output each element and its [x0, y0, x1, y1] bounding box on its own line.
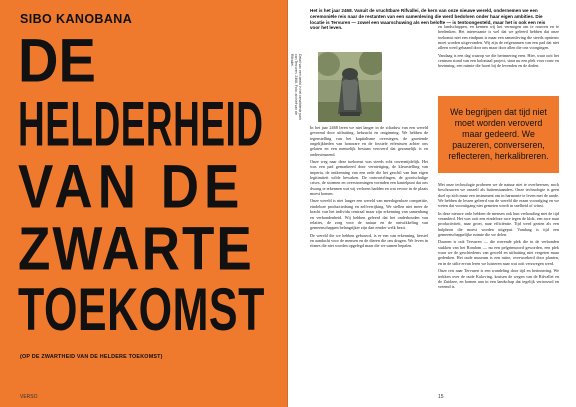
folio-left: VERSO — [20, 394, 38, 400]
folio-right: 15 — [438, 394, 444, 400]
title-line-1: DE — [18, 25, 96, 95]
title-line-2: HELDERHEID — [18, 89, 264, 160]
title-line-5: TOEKOMST — [18, 276, 265, 344]
sculpture-image — [318, 52, 382, 122]
col3-paragraph: Met onze technologie proberen we de natuur niet te overheersen, noch beschouwen we onszelf als buitenstaanders. Onze technologie is geen doel op zich maar een instrument om in harmonie te leven met de aarde. We hebben de lessen geleerd van de wereld die eraan voorafging en we weten dat vooruitgang niet gemeten wordt in snelheid of winst. — [438, 182, 559, 209]
subtitle: (OP DE ZWARTHEID VAN DE HELDERE TOEKOMST) — [20, 354, 163, 360]
lead-paragraph: Het is het jaar 2468. Vanuit de vruchtbare Rifvallei, de kern van onze nieuwe wereld, ondernemen we een ceremoniële reis naar de restanten van een samenleving die werd bedolven onder haar eigen ambities. Die locatie is Tervuren — zowel een waarschuwing als een belofte — is tentoongesteld, maar het is ook een reis voor het leven. — [310, 8, 546, 31]
right-page — [288, 0, 576, 407]
pull-quote — [438, 96, 559, 173]
col1-paragraph: Onze wereld is niet langer een wereld van meedogenloze competitie, eindeloze productiedrang en zelfverrijking. We stellen niet meer de kracht van het individu centraal maar zijn erkenning van samenhang en verbondenheid. Wij hebben geleerd dat het onderhouden van relaties, de zorg voor de natuur en de ontwikkeling van gemeenschappen belangrijker zijn dan eender welk bezit. — [310, 198, 428, 231]
col1-paragraph: In het jaar 2468 leren we niet langer in de schaduw van een wereld gevormd door uitbuiting, hebzucht en ontginning. We hebben de tegenstelling van het kapitalisme overstegen, de groeiende ongelijkheden van honorare en de fossiele erfenissen achter ons gelaten en een menselijk bestaan veroverd dat gezamelijk is en ondersteunend. — [310, 125, 428, 157]
col3-paragraph: Daarom is ook Tervuren — die roerende plek die in de verbonden stukken van het Rondom — nu een pelgrimsoord geworden, een plek waar we de geschiedenis van geweld en uitbuiting niet vergeten maar gedenken. Het oude museum is een ruïne, overwoekerd door planten, en in de stilte ervan leren we luisteren naar wat ooit verzwegen werd. — [438, 239, 559, 266]
col2-paragraph: Vandaag is een dag waarop we die herinnering eren. Hier, waar ooit het centrum stond van een koloniaal project, staat nu een plek voor rouw en bezinning, een ruimte die hoort bij de levenden en de doden. — [438, 52, 559, 69]
sculpture-photo — [318, 52, 382, 122]
pull-quote-text: We begrijpen dat tijd niet moet worden veroverd maar gedeerd. We pauzeren, converseren, reflecteren, herkalibreren. — [448, 107, 549, 161]
column-2 — [438, 24, 559, 71]
photo-caption-text: Detail van een beeld in het verwilderde park van Tervuren, 2468. Foto: archief van de Rifvallei. — [290, 54, 302, 120]
col3-paragraph: Onze reis naar Tervuren is een wandeling door tijd en herinnering. We trekken over de oude Kala-ring, kruisen de wegen van de Rifvallei en de Zuidzee, en komen aan in een landschap dat tegelijk vertrouwd en vreemd is. — [438, 268, 559, 290]
col1-paragraph: De wereld die we hebben gebouwd, is er een van erkenning, herstel en aandacht voor de mensen en de dieren die ons dragen. We leven in ritmes die niet worden opgelegd maar die we samen bepalen. — [310, 232, 428, 249]
col2-paragraph: en landschappen, en kennen wij het vermogen om te rouwen en te herdenken. Het interessante is wel dat we geleerd hebben dat onze toekomst niet een eindpunt is maar een samenleving die steeds opnieuw moet worden uitgevonden. Wij zijn de erfgenamen van een pad dat niet alleen werd gebaand door ons maar door allen die ons voorgingen. — [438, 24, 559, 51]
column-1 — [310, 125, 428, 251]
col3-paragraph: In deze nieuwe orde hebben de mensen ook hun verhouding met de tijd veranderd. Het was ooit een eindeloze race tegen de klok, een race naar productiviteit, naar groei, naar efficiëntie. Tijd werd gezien als een hulpbron die moest worden uitgeput. Vandaag is tijd een gemeenschappelijke ruimte die we delen. — [438, 210, 559, 238]
author-name: SIBO KANOBANA — [20, 12, 133, 26]
col1-paragraph: Onze weg naar deze toekomst was steeds echt onvermijdelijk. Het was een pad gemarkeerd door vernietiging, de kleurstelling van imperia, de ontkenning van een orde die het geschil van hun eigen legitimiteit wilde bewaken. De ontwortelingen, de grootschalige crises, de stormen en overstromingen vormden een kantelpunt dat ons dwong te erkennen wat wij verloren hadden en wat ervoor in de plaats moest komen. — [310, 159, 428, 197]
title-line-4: ZWARTE — [18, 215, 254, 284]
photo-caption — [288, 52, 316, 122]
column-3 — [438, 182, 559, 292]
title-line-3: VAN DE — [18, 153, 245, 222]
